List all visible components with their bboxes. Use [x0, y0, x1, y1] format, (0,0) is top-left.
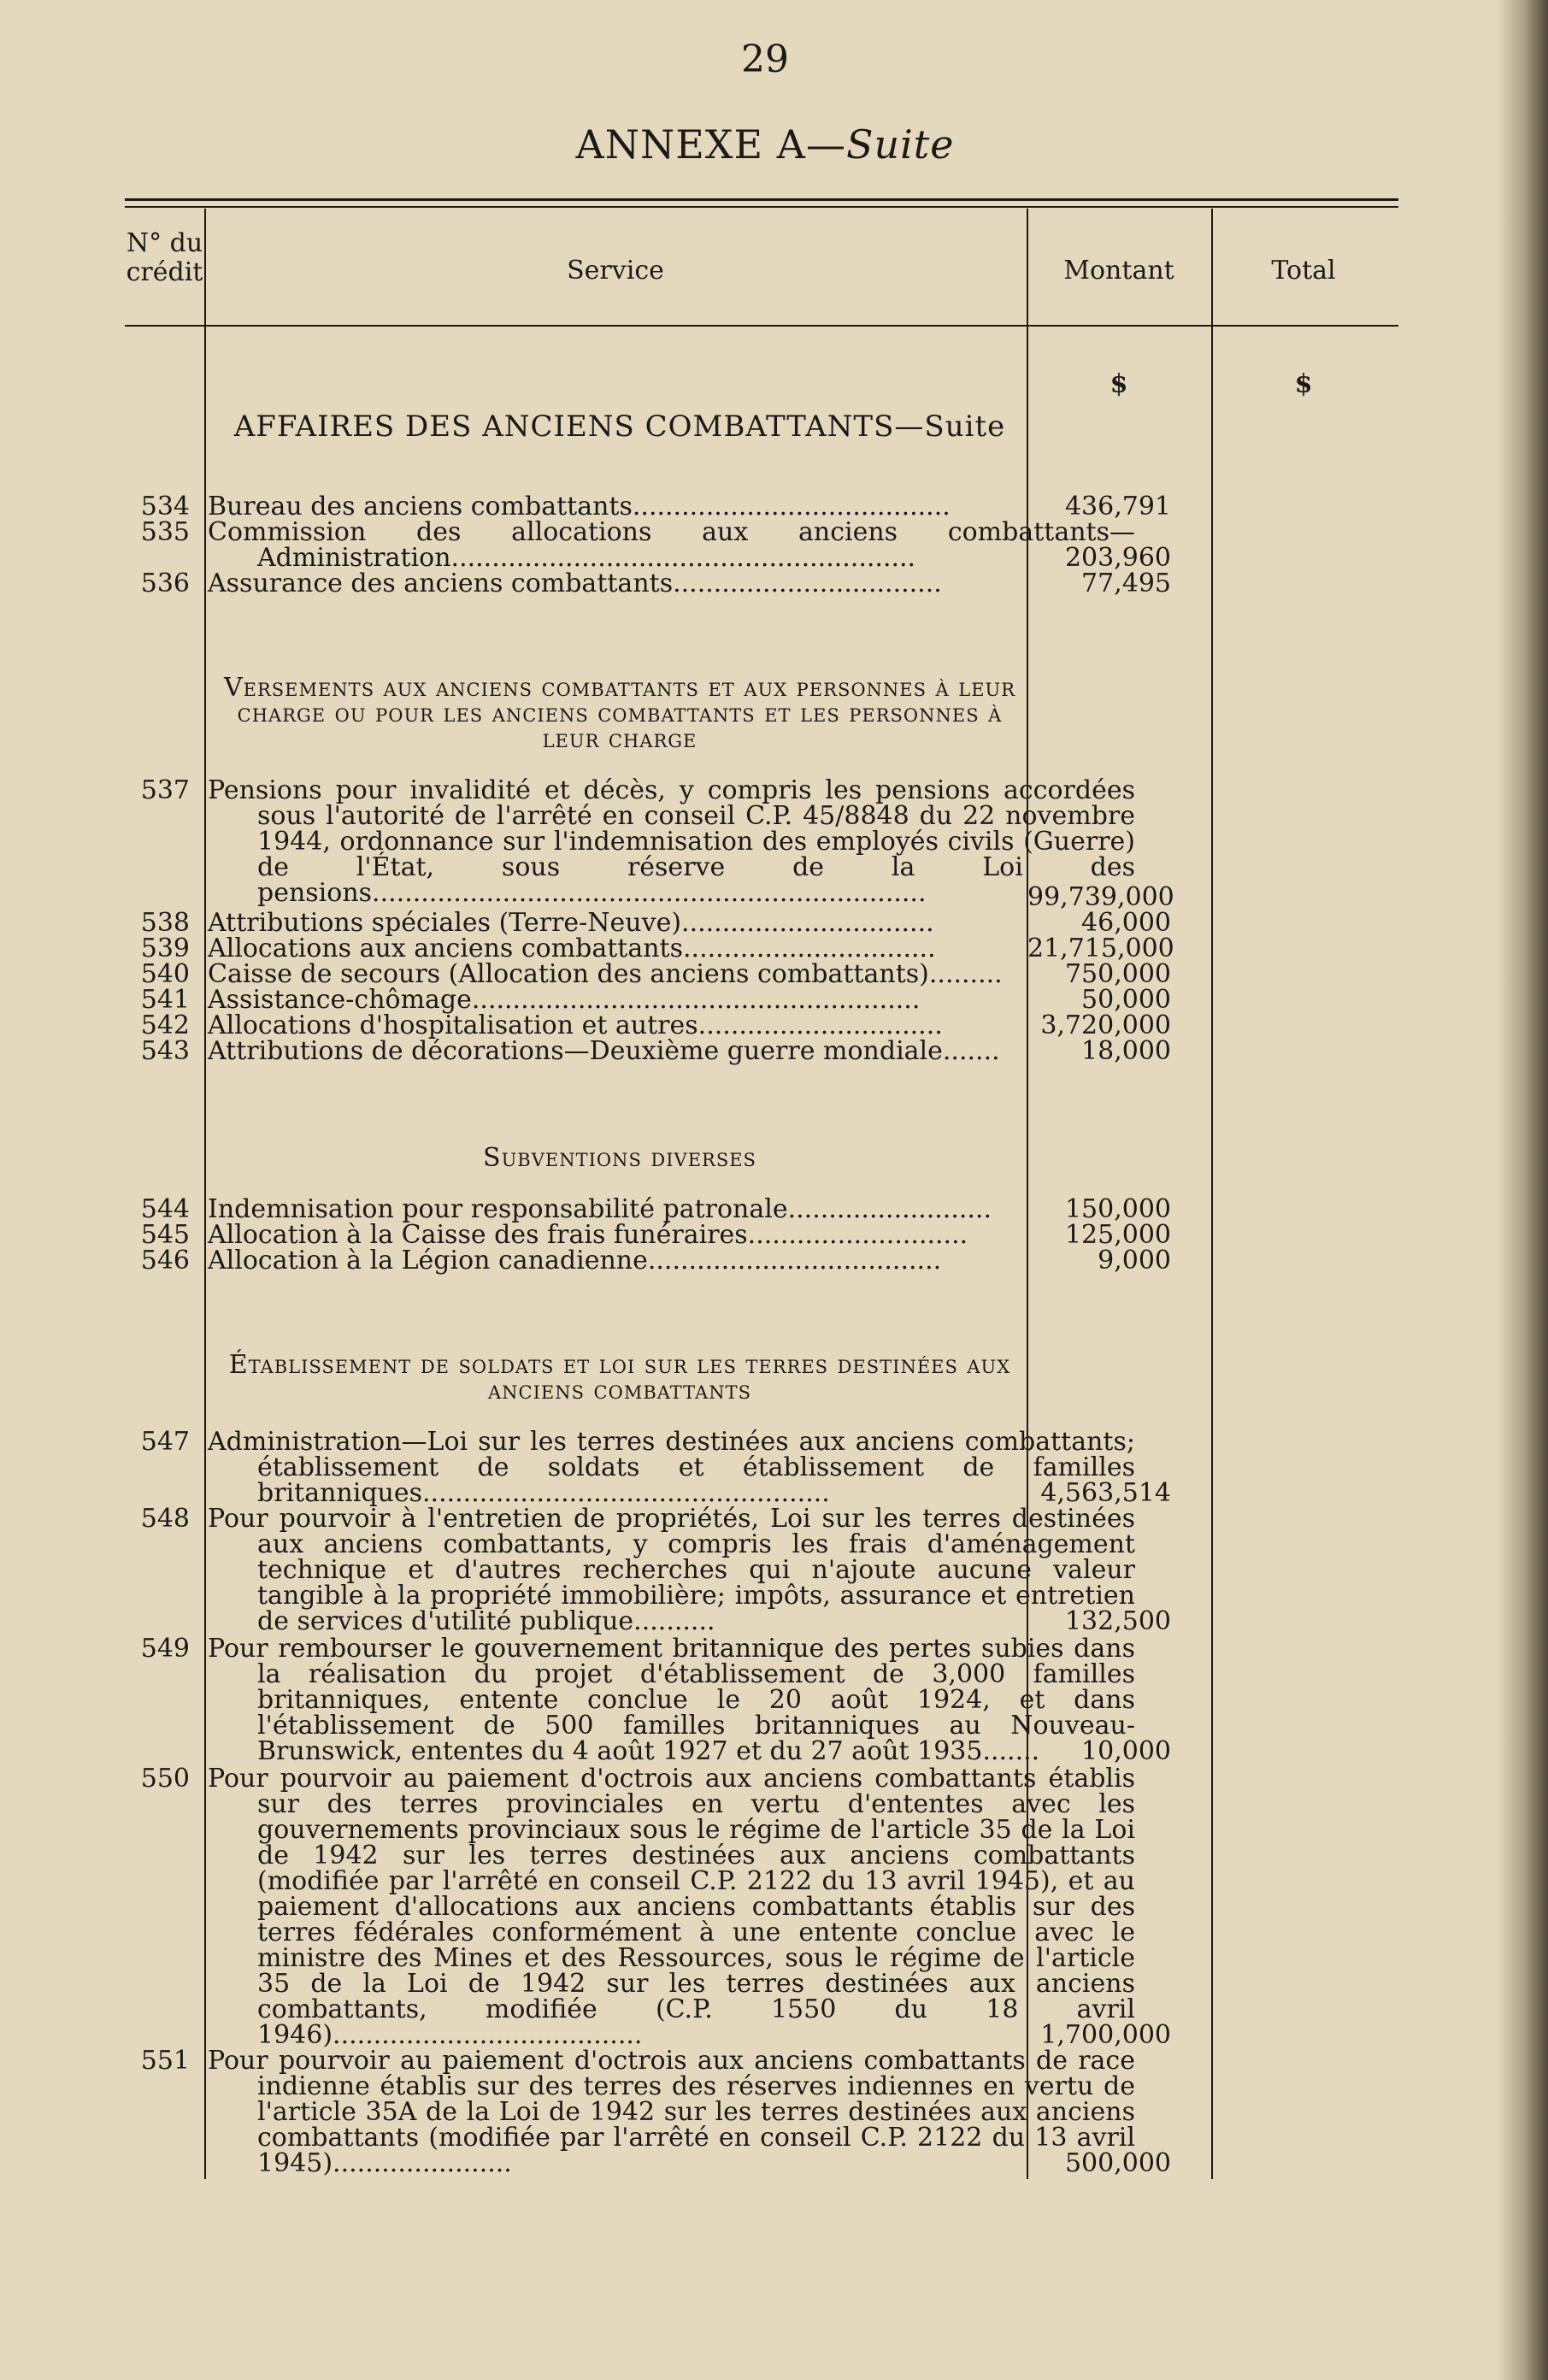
- amount: 203,960: [1064, 543, 1171, 573]
- credit-number: 549: [140, 1634, 190, 1664]
- currency-montant: $: [1109, 369, 1128, 399]
- credit-number: 551: [140, 2046, 190, 2076]
- title-main: ANNEXE A—: [575, 121, 846, 168]
- currency-total: $: [1294, 369, 1313, 399]
- amount: 750,000: [1064, 959, 1171, 989]
- section-title: Établissement de soldats et loi sur les terres destinées aux anciens combattants: [228, 1350, 1011, 1405]
- title-suffix: Suite: [845, 121, 955, 168]
- service-description: Pensions pour invalidité et décès, y compris les pensions accordées sous l'autorité de l'arrêté en conseil C.P. 45/8848 du 22 novembre 1944, ordonnance sur l'indemnisation des employés civils (Guerre) de l'État, sous réserve de la Loi des pensions....................................................................: [208, 775, 1135, 908]
- double-rule-top: [125, 198, 1398, 201]
- credit-number: 540: [140, 959, 190, 989]
- service-description: Assistance-chômage.......................................................: [208, 985, 921, 1015]
- service-description: Allocation à la Légion canadienne....................................: [208, 1246, 942, 1275]
- column-divider-credit: [204, 209, 206, 2179]
- credit-number: 538: [140, 908, 190, 938]
- amount: 50,000: [1081, 985, 1171, 1015]
- credit-number: 548: [140, 1504, 190, 1534]
- service-description: Indemnisation pour responsabilité patronale.........................: [208, 1194, 992, 1224]
- amount: 18,000: [1081, 1036, 1171, 1066]
- credit-number: 536: [140, 568, 190, 598]
- section-title: Subventions diverses: [483, 1143, 756, 1173]
- service-description: Pour rembourser le gouvernement britannique des pertes subies dans la réalisation du projet d'établissement de 3,000 familles britanniques, entente conclue le 20 août 1924, et dans l'établissement de 500 familles britanniques au Nouveau-Brunswick, ententes du 4 août 1927 et du 27 août 1935.......: [208, 1634, 1135, 1766]
- header-credit: N° du crédit: [126, 228, 203, 287]
- credit-number: 537: [140, 775, 190, 805]
- amount: 10,000: [1081, 1736, 1171, 1766]
- page-edge-shadow: [1497, 0, 1548, 2380]
- page-number: 29: [741, 38, 789, 81]
- service-description: Pour pourvoir au paiement d'octrois aux anciens combattants établis sur des terres provinciales en vertu d'ententes avec les gouvernements provinciaux sous le régime de l'article 35 de la Loi de 1942 sur les terres destinées aux anciens combattants (modifiée par l'arrêté en conseil C.P. 2122 du 13 avril 1945), et au paiement d'allocations aux anciens combattants établis sur des terres fédérales conformément à une entente conclue avec le ministre des Mines et des Ressources, sous le régime de l'article 35 de la Loi de 1942 sur les terres destinées aux anciens combattants, modifiée (C.P. 1550 du 18 avril 1946)......................................: [208, 1764, 1135, 2050]
- amount: 21,715,000: [1027, 934, 1174, 963]
- credit-number: 543: [140, 1036, 190, 1066]
- amount: 9,000: [1098, 1246, 1171, 1275]
- service-description: Allocation à la Caisse des frais funéraires...........................: [208, 1220, 968, 1250]
- service-description: Pour pourvoir au paiement d'octrois aux anciens combattants de race indienne établis sur des terres des réserves indiennes en vertu de l'article 35A de la Loi de 1942 sur les terres destinées aux anciens combattants (modifiée par l'arrêté en conseil C.P. 2122 du 13 avril 1945)......................: [208, 2046, 1135, 2178]
- service-description: Attributions spéciales (Terre-Neuve)...............................: [208, 908, 934, 938]
- credit-number: 535: [140, 517, 190, 547]
- amount: 436,791: [1064, 492, 1171, 521]
- header-montant: Montant: [1063, 256, 1174, 286]
- double-rule-bottom: [125, 206, 1398, 208]
- service-description: Administration—Loi sur les terres destinées aux anciens combattants; établissement de soldats et établissement de familles britanniques..................................................: [208, 1427, 1135, 1508]
- service-description: Bureau des anciens combattants.......................................: [208, 492, 951, 521]
- amount: 99,739,000: [1027, 882, 1174, 912]
- amount: 132,500: [1064, 1606, 1171, 1636]
- amount: 125,000: [1064, 1220, 1171, 1250]
- amount: 1,700,000: [1040, 2020, 1171, 2050]
- credit-number: 550: [140, 1764, 190, 1794]
- service-description: Attributions de décorations—Deuxième guerre mondiale.......: [208, 1036, 1000, 1066]
- section-title: Versements aux anciens combattants et aux personnes à leur charge ou pour les anciens combattants et les personnes à leur charge: [223, 673, 1016, 754]
- header-rule: [125, 325, 1398, 327]
- service-description: Pour pourvoir à l'entretien de propriétés, Loi sur les terres destinées aux anciens combattants, y compris les frais d'aménagement technique et d'autres recherches qui n'ajoute aucune valeur tangible à la propriété immobilière; impôts, assurance et entretien de services d'utilité publique..........: [208, 1504, 1135, 1636]
- header-service: Service: [567, 256, 664, 286]
- amount: 150,000: [1064, 1194, 1171, 1224]
- service-description: Assurance des anciens combattants.................................: [208, 568, 942, 598]
- credit-number: 547: [140, 1427, 190, 1457]
- credit-number: 544: [140, 1194, 190, 1224]
- section-title: AFFAIRES DES ANCIENS COMBATTANTS—Suite: [233, 409, 1006, 444]
- credit-number: 545: [140, 1220, 190, 1250]
- amount: 3,720,000: [1040, 1010, 1171, 1040]
- credit-number: 541: [140, 985, 190, 1015]
- column-divider-montant: [1211, 209, 1213, 2179]
- service-description: Allocations d'hospitalisation et autres..............................: [208, 1010, 943, 1040]
- credit-number: 534: [140, 492, 190, 521]
- service-description: Allocations aux anciens combattants...............................: [208, 934, 936, 963]
- page-title: [0, 121, 1530, 168]
- header-total: Total: [1271, 256, 1336, 286]
- credit-number: 542: [140, 1010, 190, 1040]
- amount: 46,000: [1081, 908, 1171, 938]
- amount: 4,563,514: [1040, 1478, 1171, 1508]
- service-description: Caisse de secours (Allocation des anciens combattants).........: [208, 959, 1003, 989]
- amount: 500,000: [1064, 2148, 1171, 2178]
- credit-number: 546: [140, 1246, 190, 1275]
- credit-number: 539: [140, 934, 190, 963]
- amount: 77,495: [1081, 568, 1171, 598]
- service-description: Commission des allocations aux anciens combattants—Administration.........................................................: [208, 517, 1135, 573]
